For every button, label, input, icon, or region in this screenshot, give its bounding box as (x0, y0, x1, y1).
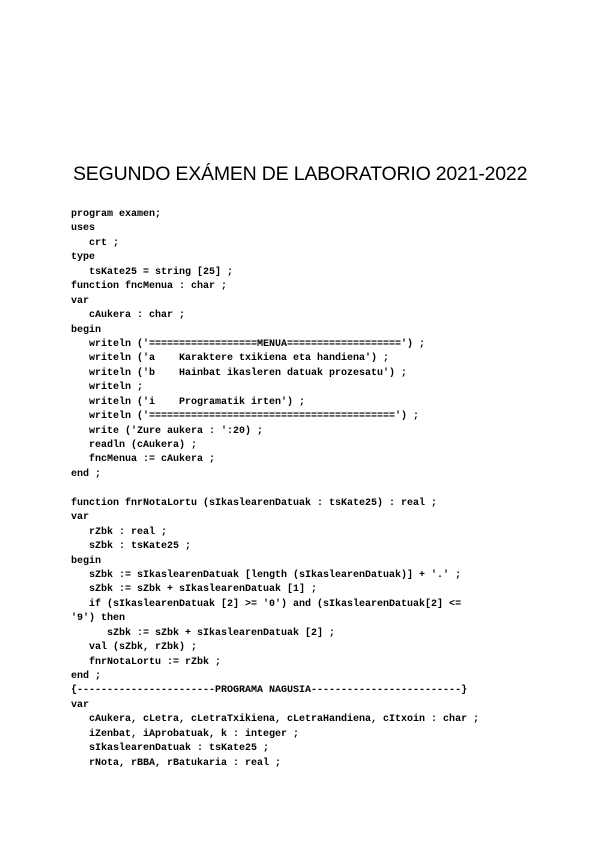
code-line: type (71, 252, 96, 264)
code-line: {-----------------------PROGRAMA NAGUSIA-------------------------} (71, 685, 468, 697)
code-line: sZbk := sZbk + sIkaslearenDatuak [2] ; (71, 627, 336, 639)
code-line: writeln ('==================MENUA===================') ; (71, 338, 426, 350)
code-line: cAukera : char ; (71, 310, 186, 322)
code-line: program examen; (71, 209, 162, 220)
code-line: crt ; (71, 237, 120, 249)
code-line: var (71, 512, 90, 524)
code-line: sZbk := sIkaslearenDatuak [length (sIkaslearenDatuak)] + '.' ; (71, 569, 462, 581)
code-line: rNota, rBBA, rBatukaria : real ; (71, 757, 282, 769)
code-line: rZbk : real ; (71, 526, 168, 538)
code-line: uses (71, 223, 96, 235)
code-line: cAukera, cLetra, cLetraTxikiena, cLetraHandiena, cItxoin : char ; (71, 714, 480, 726)
code-line: if (sIkaslearenDatuak [2] >= '0') and (sIkaslearenDatuak[2] <= (71, 598, 462, 610)
code-line: function fncMenua : char ; (71, 281, 228, 293)
code-listing (71, 208, 541, 771)
code-line: readln (cAukera) ; (71, 440, 198, 451)
code-line: begin (71, 555, 102, 567)
code-line: end ; (71, 671, 102, 682)
code-line: writeln ; (71, 382, 144, 394)
code-line: function fnrNotaLortu (sIkaslearenDatuak : tsKate25) : real ; (71, 497, 438, 509)
code-line: writeln ('b Hainbat ikasleren datuak prozesatu') ; (71, 367, 408, 379)
code-line: fncMenua := cAukera ; (71, 454, 216, 466)
code-line: sZbk : tsKate25 ; (71, 541, 192, 553)
code-line: fnrNotaLortu := rZbk ; (71, 656, 222, 668)
code-line: var (71, 699, 90, 711)
code-line: writeln ('a Karaktere txikiena eta handiena') ; (71, 353, 390, 365)
document-title: SEGUNDO EXÁMEN DE LABORATORIO 2021-2022 (73, 163, 528, 185)
code-line: val (sZbk, rZbk) ; (71, 642, 198, 654)
code-line: writeln ('i Programatik irten') ; (71, 396, 306, 408)
code-line: sZbk := sZbk + sIkaslearenDatuak [1] ; (71, 584, 318, 596)
code-line: end ; (71, 468, 102, 480)
code-line: iZenbat, iAprobatuak, k : integer ; (71, 728, 300, 740)
code-line: '9') then (71, 613, 126, 625)
code-line: tsKate25 = string [25] ; (71, 266, 234, 278)
code-line: write ('Zure aukera : ':20) ; (71, 425, 264, 437)
code-line: sIkaslearenDatuak : tsKate25 ; (71, 743, 270, 755)
code-line (71, 482, 541, 496)
code-line: writeln ('=========================================') ; (71, 411, 420, 423)
code-line: var (71, 295, 90, 307)
code-line: begin (71, 324, 102, 336)
